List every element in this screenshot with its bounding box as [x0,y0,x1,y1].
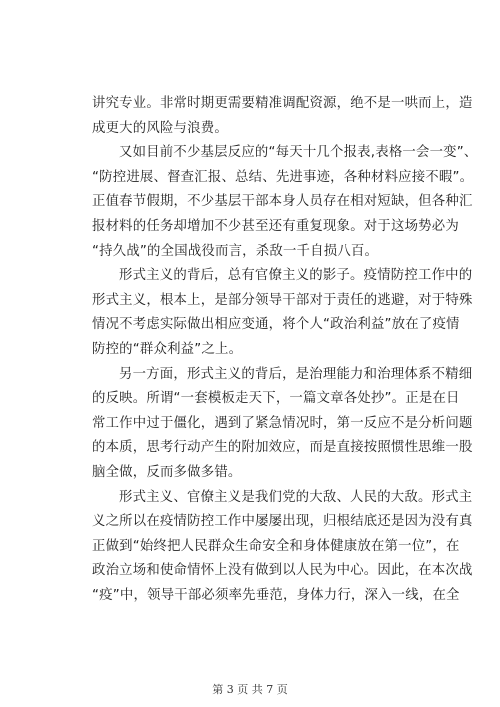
text-line: 正做到“始终把人民群众生命安全和身体健康放在第一位”，在 [92,538,460,554]
body-text [92,92,478,608]
text-line: 政治立场和使命情怀上没有做到以人民为中心。因此，在本次战 [92,563,473,579]
text-line: 又如目前不少基层反应的“每天十几个报表,表格一会一变”、 [119,145,478,161]
text-line: 情况不考虑实际做出相应变通，将个人“政治利益”放在了疫情 [92,317,460,333]
text-line: 正值春节假期，不少基层干部本身人员存在相对短缺，但各种汇 [92,194,473,210]
text-line: 形式主义、官僚主义是我们党的大敌、人民的大敌。形式主 [119,489,473,505]
text-line: 成更大的风险与浪费。 [92,120,228,136]
text-line: 的本质，思考行动产生的附加效应，而是直接按照惯性思维一股 [92,440,473,456]
text-line: “持久战”的全国战役而言，杀敌一千自损八百。 [92,243,379,259]
text-line: 讲究专业。非常时期更需要精准调配资源，绝不是一哄而上，造 [92,96,473,111]
page-number-footer: 第 3 页 共 7 页 [212,683,288,696]
text-line: 形式主义的背后，总有官僚主义的影子。疫情防控工作中的 [119,268,473,284]
text-line: 另一方面，形式主义的背后，是治理能力和治理体系不精细 [119,366,473,382]
text-line: “防控进展、督查汇报、总结、先进事迹，各种材料应接不暇”。 [92,169,474,185]
text-line: 防控的“群众利益”之上。 [92,341,243,357]
text-line: 义之所以在疫情防控工作中屡屡出现，归根结底还是因为没有真 [92,514,473,530]
text-line: 形式主义，根本上，是部分领导干部对于责任的逃避，对于特殊 [92,292,473,308]
text-line: 报材料的任务却增加不少甚至还有重复现象。对于这场势必为 [92,218,459,234]
text-line: 的反映。所谓“一套模板走天下，一篇文章各处抄”。正是在日 [92,391,460,407]
text-line: 常工作中过于僵化，遇到了紧急情况时，第一反应不是分析问题 [92,415,473,431]
text-line: “疫”中，领导干部必须率先垂范，身体力行，深入一线，在全 [92,587,460,603]
text-line: 脑全做，反而多做多错。 [92,464,242,480]
